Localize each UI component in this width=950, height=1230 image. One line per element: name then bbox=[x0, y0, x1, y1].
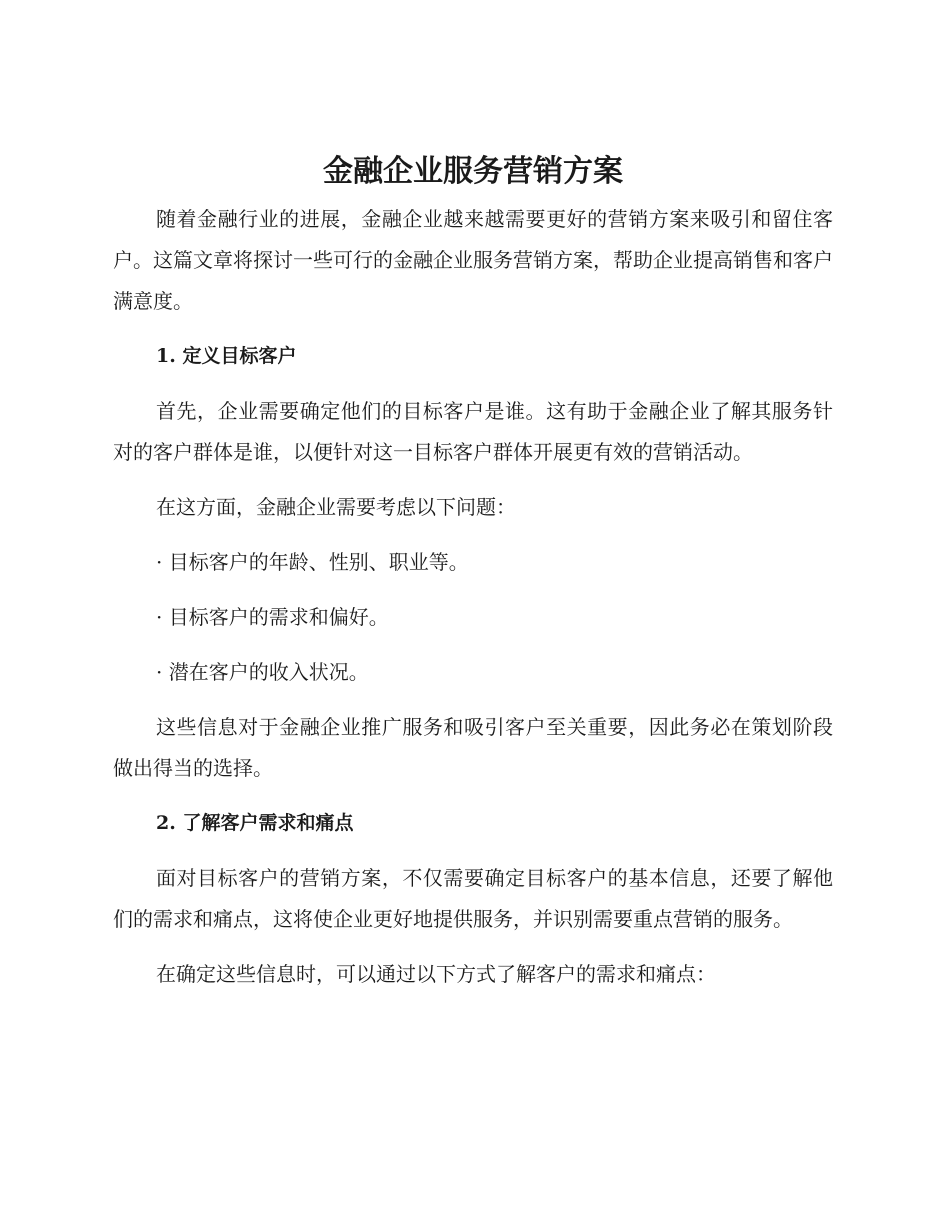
document-title: 金融企业服务营销方案 bbox=[323, 154, 623, 189]
bullet-item: · 目标客户的需求和偏好。 bbox=[156, 605, 389, 629]
section-1-paragraph-3: 这些信息对于金融企业推广服务和吸引客户至关重要，因此务必在策划阶段做出得当的选择。 bbox=[113, 715, 833, 780]
document-page bbox=[113, 145, 833, 995]
bullet-item: · 目标客户的年龄、性别、职业等。 bbox=[156, 550, 469, 574]
intro-paragraph: 随着金融行业的进展，金融企业越来越需要更好的营销方案来吸引和留住客户。这篇文章将探讨一些可行的金融企业服务营销方案，帮助企业提高销售和客户满意度。 bbox=[113, 207, 833, 313]
section-1-paragraph-1: 首先，企业需要确定他们的目标客户是谁。这有助于金融企业了解其服务针对的客户群体是谁，以便针对这一目标客户群体开展更有效的营销活动。 bbox=[113, 399, 833, 464]
section-2-paragraph-1: 面对目标客户的营销方案，不仅需要确定目标客户的基本信息，还要了解他们的需求和痛点，这将使企业更好地提供服务，并识别需要重点营销的服务。 bbox=[113, 866, 833, 931]
bullet-item: · 潜在客户的收入状况。 bbox=[156, 660, 369, 684]
section-2-heading: 2. 了解客户需求和痛点 bbox=[156, 812, 354, 834]
section-1-paragraph-2: 在这方面，金融企业需要考虑以下问题： bbox=[156, 495, 516, 519]
section-1-heading: 1. 定义目标客户 bbox=[156, 345, 297, 367]
section-2-paragraph-2: 在确定这些信息时，可以通过以下方式了解客户的需求和痛点： bbox=[156, 962, 716, 986]
